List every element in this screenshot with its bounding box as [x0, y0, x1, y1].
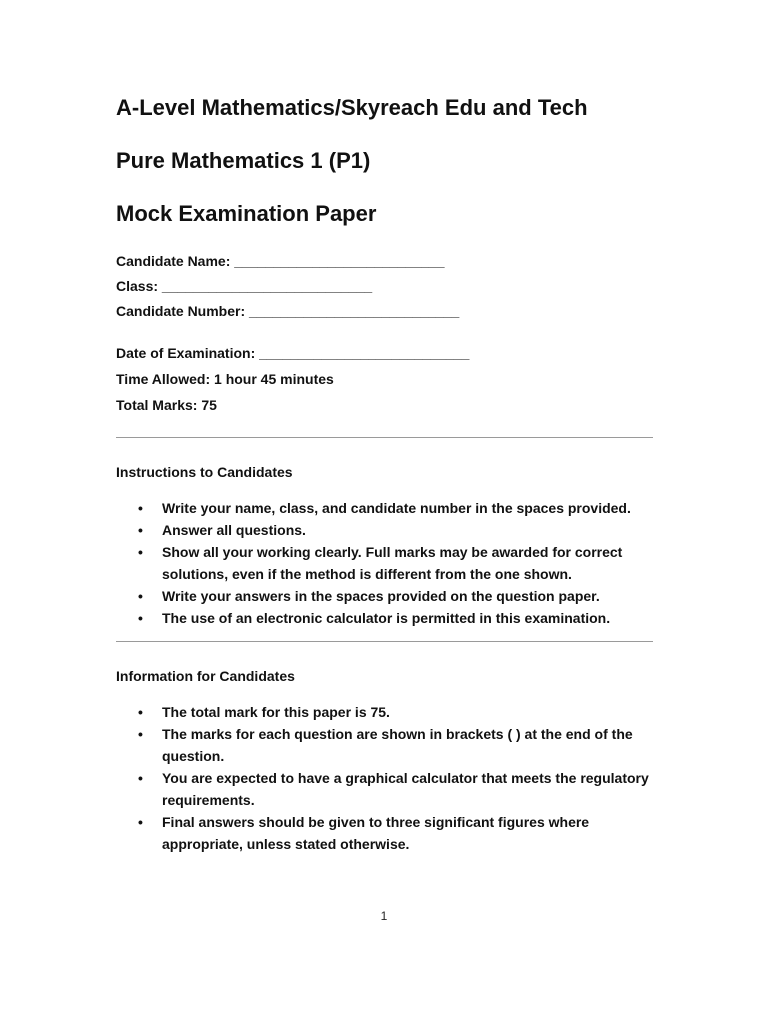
time-allowed-text: Time Allowed: 1 hour 45 minutes [116, 371, 334, 387]
total-marks-text: Total Marks: 75 [116, 397, 217, 413]
list-item-text: The total mark for this paper is 75. [162, 704, 390, 720]
list-item-text: Write your name, class, and candidate number in the spaces provided. [162, 500, 631, 516]
paper-subtitle: Pure Mathematics 1 (P1) [116, 148, 371, 173]
instructions-list [116, 497, 656, 629]
page-content [116, 92, 656, 855]
list-item-text: The use of an electronic calculator is permitted in this examination. [162, 610, 611, 626]
list-item [116, 497, 654, 519]
document-title: A-Level Mathematics/Skyreach Edu and Tech [116, 95, 588, 120]
list-item [116, 541, 654, 585]
candidate-name-field: Candidate Name: ___________________________ [116, 253, 445, 269]
list-item [116, 767, 654, 811]
bullet-icon: • [138, 500, 143, 516]
class-field: Class: ___________________________ [116, 278, 373, 294]
paper-type-title: Mock Examination Paper [116, 201, 377, 226]
bullet-icon: • [138, 704, 143, 720]
information-heading: Information for Candidates [116, 668, 295, 684]
list-item-text: You are expected to have a graphical calculator that meets the regulatory requirements. [162, 770, 649, 808]
section-divider [116, 437, 653, 438]
list-item [116, 701, 654, 723]
section-divider [116, 641, 653, 642]
bullet-icon: • [138, 610, 143, 626]
information-list [116, 701, 656, 855]
bullet-icon: • [138, 814, 143, 830]
bullet-icon: • [138, 726, 143, 742]
instructions-heading: Instructions to Candidates [116, 464, 293, 480]
list-item [116, 607, 654, 629]
list-item [116, 811, 654, 855]
list-item [116, 519, 654, 541]
list-item-text: Write your answers in the spaces provided on the question paper. [162, 588, 600, 604]
bullet-icon: • [138, 588, 143, 604]
list-item [116, 723, 654, 767]
page-number: 1 [380, 909, 388, 923]
bullet-icon: • [138, 544, 143, 560]
list-item [116, 585, 654, 607]
bullet-icon: • [138, 770, 143, 786]
list-item-text: Show all your working clearly. Full marks may be awarded for correct solutions, even if the method is different from the one shown. [162, 544, 623, 582]
list-item-text: Answer all questions. [162, 522, 306, 538]
date-of-examination-field: Date of Examination: ___________________________ [116, 345, 470, 361]
list-item-text: The marks for each question are shown in brackets ( ) at the end of the question. [162, 726, 633, 764]
bullet-icon: • [138, 522, 143, 538]
candidate-number-field: Candidate Number: ___________________________ [116, 303, 460, 319]
list-item-text: Final answers should be given to three significant figures where appropriate, unless stated otherwise. [162, 814, 590, 852]
